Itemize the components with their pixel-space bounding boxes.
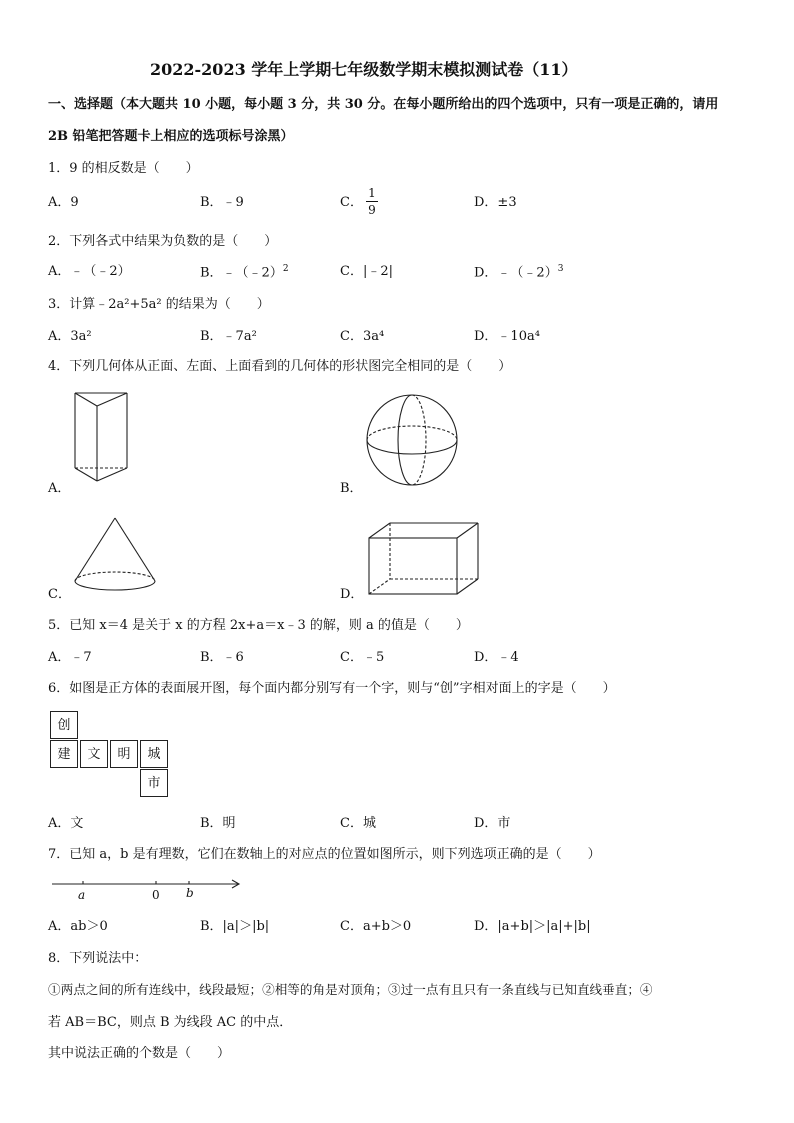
cone-figure	[72, 515, 158, 595]
q5-option-b: B．﹣6	[200, 650, 244, 665]
number-line-label-zero: 0	[152, 888, 160, 902]
q4-option-b: B．	[340, 481, 363, 496]
fraction-denominator: 9	[368, 203, 376, 217]
fraction-bar	[366, 201, 378, 202]
q6-option-c: C．城	[340, 816, 376, 831]
q2-option-d	[474, 265, 563, 279]
net-cell: 文	[80, 740, 108, 768]
q7-option-d: D．|a+b|＞|a|+|b|	[474, 919, 591, 934]
q5-option-d: D．﹣4	[474, 650, 519, 665]
page-title: 2022-2023 学年上学期七年级数学期末模拟测试卷（11）	[150, 60, 578, 79]
q2-option-c: C．|﹣2|	[340, 264, 393, 279]
question-7-stem: 7．已知 a，b 是有理数，它们在数轴上的对应点的位置如图所示，则下列选项正确的是（ ）	[48, 847, 601, 862]
q2-option-b-text: B．﹣（﹣2）	[200, 265, 283, 281]
q3-option-b: B．﹣7a²	[200, 329, 257, 344]
q1-option-b: B．﹣9	[200, 195, 244, 210]
question-8-stem: 8．下列说法中：	[48, 951, 148, 966]
triangular-prism-figure	[70, 390, 130, 485]
q6-option-b: B．明	[200, 816, 236, 831]
net-cell: 明	[110, 740, 138, 768]
q1-option-c-fraction	[366, 187, 378, 216]
number-line-label-b: b	[186, 886, 194, 900]
cuboid-figure	[366, 520, 481, 598]
sphere-figure	[364, 392, 460, 488]
q3-option-a: A．3a²	[48, 329, 92, 344]
question-4-stem: 4．下列几何体从正面、左面、上面看到的几何体的形状图完全相同的是（ ）	[48, 359, 512, 374]
question-1-stem: 1．9 的相反数是（ ）	[48, 161, 199, 176]
question-6-stem: 6．如图是正方体的表面展开图，每个面内都分别写有一个字，则与“创”字相对面上的字是（ ）	[48, 681, 616, 696]
q7-option-c: C．a+b＞0	[340, 919, 412, 934]
q5-option-c: C．﹣5	[340, 650, 385, 665]
q4-option-a: A．	[48, 481, 71, 496]
number-line-label-a: a	[78, 888, 86, 902]
q5-option-a: A．﹣7	[48, 650, 92, 665]
q3-option-d: D．﹣10a⁴	[474, 329, 540, 344]
q1-option-d: D．±3	[474, 195, 517, 210]
q4-option-c: C．	[48, 587, 71, 602]
q2-option-a: A．﹣（﹣2）	[48, 264, 131, 279]
q6-option-a: A．文	[48, 816, 84, 831]
q3-option-c: C．3a⁴	[340, 329, 385, 344]
net-cell: 市	[140, 769, 168, 797]
q7-option-b: B．|a|＞|b|	[200, 919, 270, 934]
question-3-stem: 3．计算﹣2a²+5a² 的结果为（ ）	[48, 297, 270, 312]
fraction-numerator: 1	[368, 186, 376, 200]
q7-option-a: A．ab＞0	[48, 919, 108, 934]
q4-option-d: D．	[340, 587, 364, 602]
section-header-line2: 2B 铅笔把答题卡上相应的选项标号涂黑）	[48, 129, 294, 144]
q2-option-b-exponent: 2	[282, 264, 289, 274]
q1-option-a: A．9	[48, 195, 79, 210]
section-header-line1: 一、选择题（本大题共 10 小题，每小题 3 分，共 30 分。在每小题所给出的四个选项中，只有一项是正确的，请用	[48, 97, 719, 112]
net-cell: 创	[50, 711, 78, 739]
q6-option-d: D．市	[474, 816, 511, 831]
q2-option-b	[200, 265, 289, 279]
net-cell: 城	[140, 740, 168, 768]
question-2-stem: 2．下列各式中结果为负数的是（ ）	[48, 234, 278, 249]
q8-statements-line1: ①两点之间的所有连线中，线段最短；②相等的角是对顶角；③过一点有且只有一条直线与已知直线垂直；④	[48, 982, 653, 997]
q2-option-d-exponent: 3	[557, 264, 564, 274]
q8-question-line: 其中说法正确的个数是（ ）	[48, 1046, 231, 1061]
net-cell: 建	[50, 740, 78, 768]
q8-statements-line2: 若 AB＝BC，则点 B 为线段 AC 的中点．	[48, 1015, 293, 1030]
question-5-stem: 5．已知 x＝4 是关于 x 的方程 2x+a＝x﹣3 的解，则 a 的值是（ ）	[48, 618, 469, 633]
q2-option-d-text: D．﹣（﹣2）	[474, 265, 558, 281]
q1-option-c-label: C．	[340, 195, 363, 210]
